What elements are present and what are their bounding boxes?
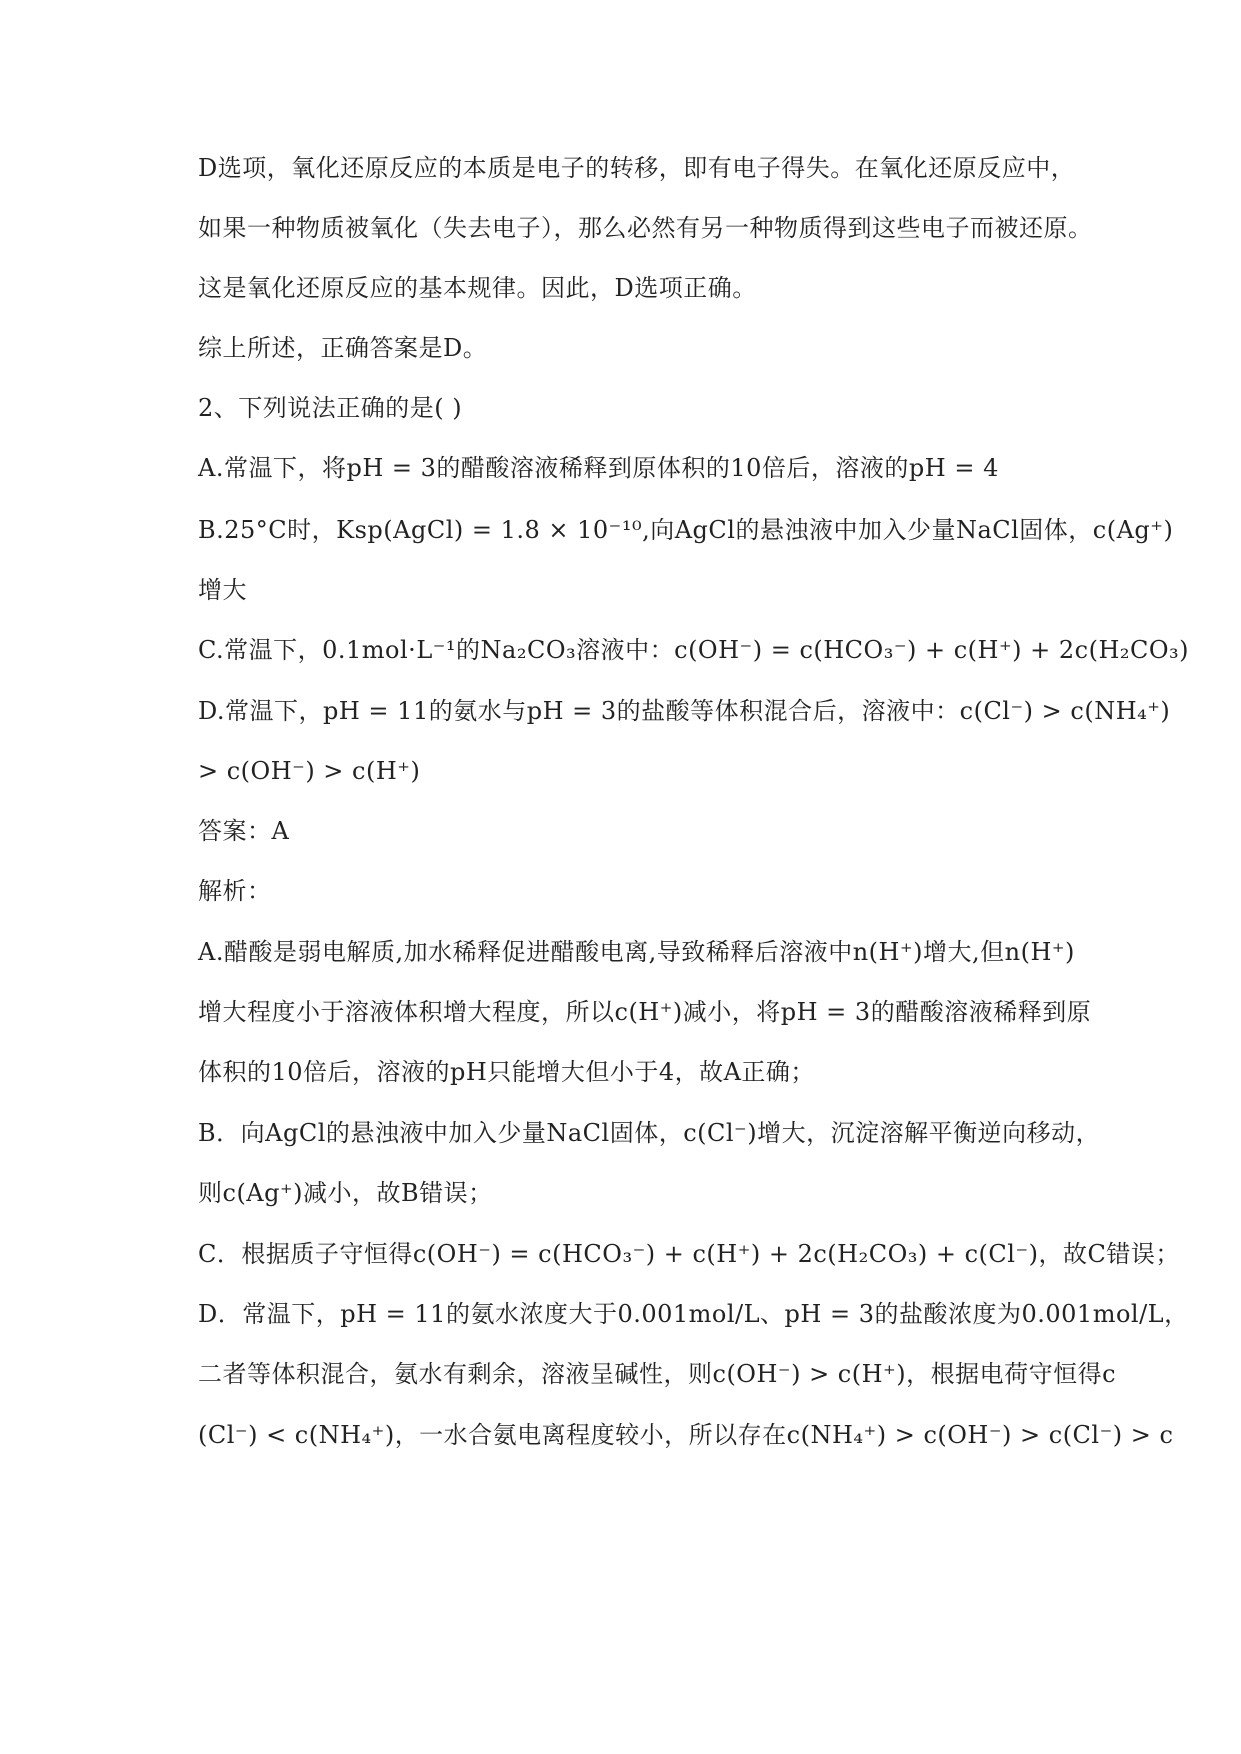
analysis-heading: 解析：: [198, 877, 272, 905]
analysis-a-line-1: A.醋酸是弱电解质,加水稀释促进醋酸电离,导致稀释后溶液中n(H⁺)增大,但n(H⁺): [198, 938, 1075, 966]
analysis-a-line-2: 增大程度小于溶液体积增大程度，所以c(H⁺)减小，将pH = 3的醋酸溶液稀释到原: [198, 998, 1092, 1026]
analysis-d-line-3: (Cl⁻) < c(NH₄⁺)，一水合氨电离程度较小，所以存在c(NH₄⁺) > c(OH⁻) > c(Cl⁻) > c: [198, 1421, 1174, 1449]
option-a: A.常温下，将pH = 3的醋酸溶液稀释到原体积的10倍后，溶液的pH = 4: [198, 454, 999, 482]
question-heading: 2、下列说法正确的是( ): [198, 394, 463, 422]
option-c: C.常温下，0.1mol·L⁻¹的Na₂CO₃溶液中：c(OH⁻) = c(HCO₃⁻) + c(H⁺) + 2c(H₂CO₃): [198, 636, 1190, 664]
option-d-continued: > c(OH⁻) > c(H⁺): [198, 757, 421, 785]
option-b-continued: 增大: [198, 576, 247, 604]
answer-line: 答案：A: [198, 817, 290, 845]
text-line: 如果一种物质被氧化（失去电子），那么必然有另一种物质得到这些电子而被还原。: [198, 214, 1093, 242]
text-line: D选项，氧化还原反应的本质是电子的转移，即有电子得失。在氧化还原反应中，: [198, 154, 1076, 182]
option-b: B.25°C时，Ksp(AgCl) = 1.8 × 10⁻¹⁰,向AgCl的悬浊液中加入少量NaCl固体，c(Ag⁺): [198, 516, 1174, 544]
analysis-b-line-1: B．向AgCl的悬浊液中加入少量NaCl固体，c(Cl⁻)增大，沉淀溶解平衡逆向移动，: [198, 1119, 1101, 1147]
text-line: 这是氧化还原反应的基本规律。因此，D选项正确。: [198, 274, 757, 302]
text-line: 综上所述，正确答案是D。: [198, 334, 488, 362]
option-d: D.常温下，pH = 11的氨水与pH = 3的盐酸等体积混合后，溶液中：c(Cl⁻) > c(NH₄⁺): [198, 697, 1171, 725]
analysis-c-line: C．根据质子守恒得c(OH⁻) = c(HCO₃⁻) + c(H⁺) + 2c(H₂CO₃) + c(Cl⁻)，故C错误；: [198, 1240, 1180, 1268]
analysis-b-line-2: 则c(Ag⁺)减小，故B错误；: [198, 1179, 493, 1207]
analysis-a-line-3: 体积的10倍后，溶液的pH只能增大但小于4，故A正确；: [198, 1058, 815, 1086]
analysis-d-line-2: 二者等体积混合，氨水有剩余，溶液呈碱性，则c(OH⁻) > c(H⁺)，根据电荷守恒得c: [198, 1360, 1117, 1388]
analysis-d-line-1: D．常温下，pH = 11的氨水浓度大于0.001mol/L、pH = 3的盐酸浓度为0.001mol/L，: [198, 1300, 1189, 1328]
